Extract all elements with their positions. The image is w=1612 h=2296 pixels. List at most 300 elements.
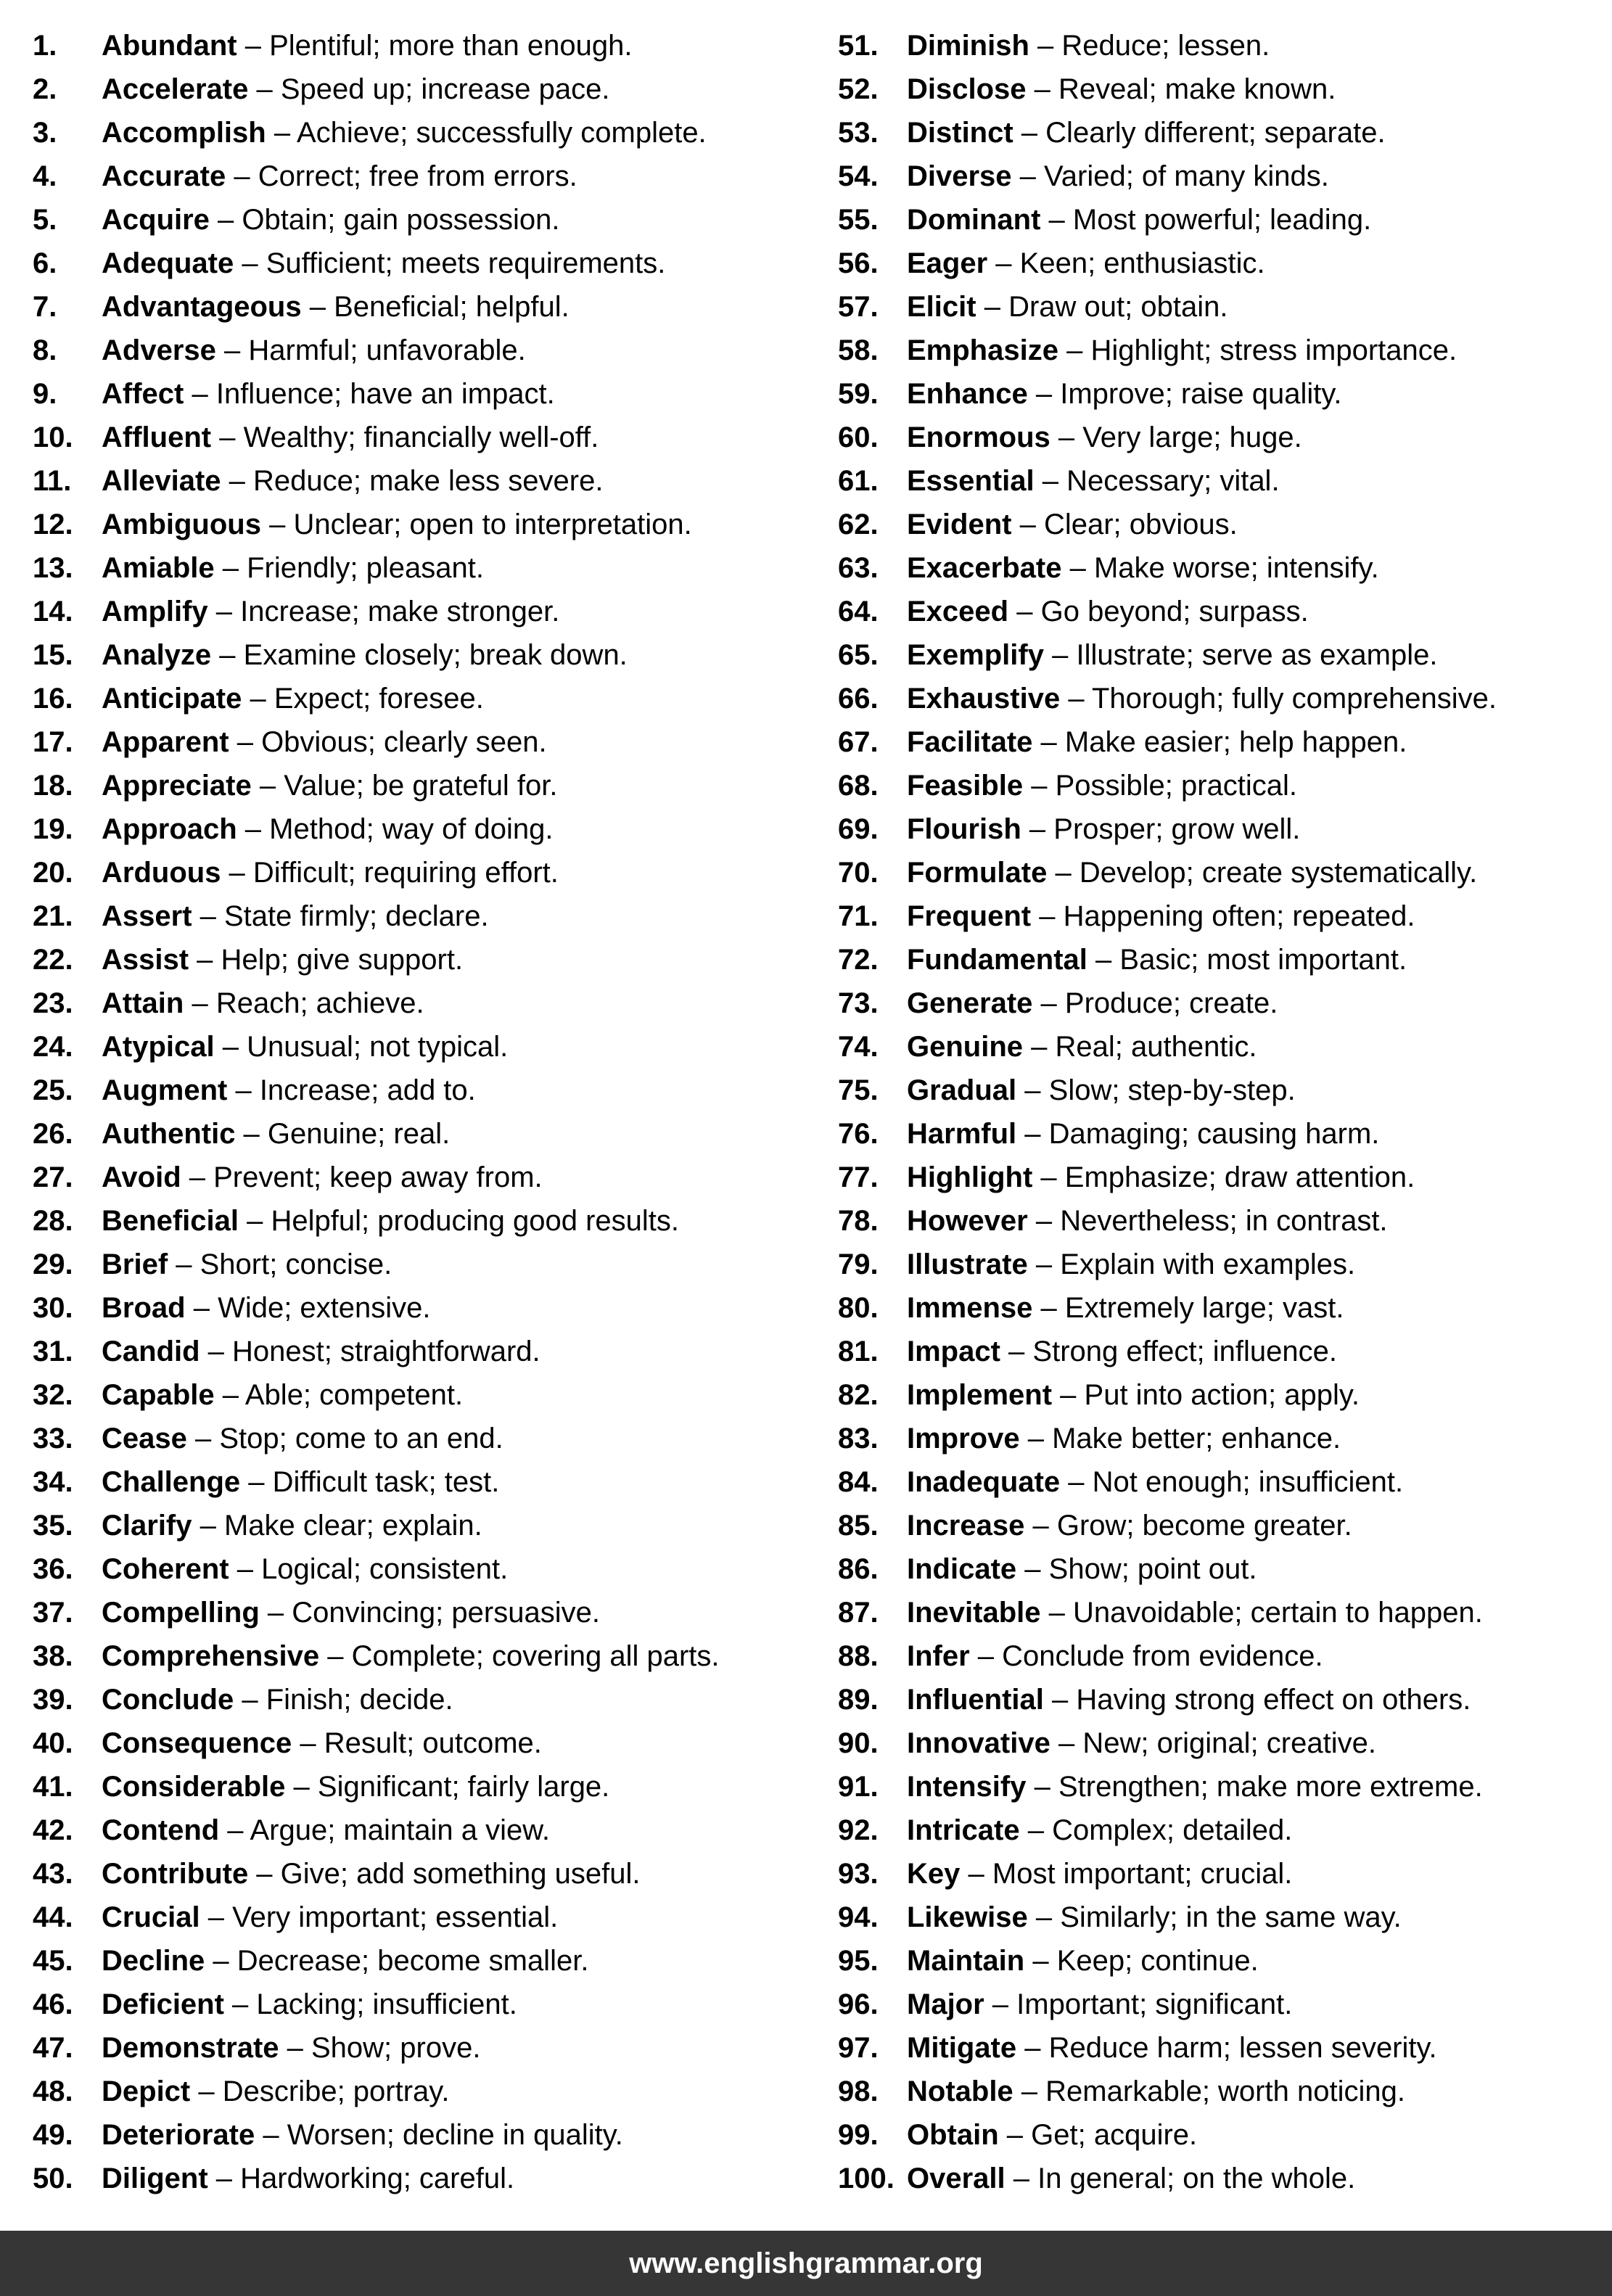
entry-number: 26. <box>33 1118 73 1150</box>
entry-separator: – <box>1013 2075 1046 2107</box>
entry-number: 77. <box>838 1161 879 1193</box>
entry-definition: Having strong effect on others. <box>1076 1684 1471 1716</box>
entry-separator: – <box>259 1597 292 1629</box>
entry-separator: – <box>998 2119 1032 2151</box>
entry-word: Generate <box>907 987 1033 1019</box>
entry-number: 39. <box>33 1684 73 1716</box>
entry-definition: Increase; make stronger. <box>240 596 560 628</box>
entry-definition: Show; point out. <box>1048 1553 1257 1585</box>
vocab-entry <box>838 1504 1612 1547</box>
entry-word: Comprehensive <box>102 1640 320 1672</box>
entry-number: 14. <box>33 596 73 628</box>
vocab-entry <box>838 851 1612 894</box>
entry-separator: – <box>1060 683 1092 715</box>
entry-separator: – <box>185 1292 218 1324</box>
entry-word: Accurate <box>102 160 226 192</box>
entry-definition: Stop; come to an end. <box>219 1423 503 1454</box>
entry-number: 51. <box>838 30 879 62</box>
vocab-entry <box>33 1896 831 1939</box>
entry-word: Distinct <box>907 117 1013 149</box>
vocab-entry <box>33 1721 831 1765</box>
entry-definition: Possible; practical. <box>1055 770 1298 802</box>
entry-number: 90. <box>838 1727 879 1759</box>
entry-number: 75. <box>838 1074 879 1106</box>
vocab-entry <box>33 1243 831 1286</box>
entry-separator: – <box>214 552 247 584</box>
entry-separator: – <box>1047 857 1080 889</box>
entry-definition: Unusual; not typical. <box>247 1031 509 1063</box>
vocab-entry <box>838 1286 1612 1330</box>
entry-separator: – <box>207 596 241 628</box>
vocab-entry <box>838 503 1612 546</box>
entry-number: 22. <box>33 944 73 976</box>
entry-definition: Go beyond; surpass. <box>1040 596 1309 628</box>
entry-definition: Nevertheless; in contrast. <box>1060 1205 1388 1237</box>
entry-number: 81. <box>838 1336 879 1367</box>
entry-word: Decline <box>102 1945 205 1977</box>
entry-number: 84. <box>838 1466 879 1498</box>
entry-definition: Varied; of many kinds. <box>1044 160 1329 192</box>
vocab-entry <box>838 1852 1612 1896</box>
entry-separator: – <box>1060 1466 1093 1498</box>
entry-word: Amiable <box>102 552 215 584</box>
entry-number: 33. <box>33 1423 73 1454</box>
entry-separator: – <box>1050 421 1083 453</box>
entry-word: Eager <box>907 247 988 279</box>
entry-definition: Worsen; decline in quality. <box>287 2119 623 2151</box>
entry-separator: – <box>234 247 266 279</box>
entry-word: Key <box>907 1858 961 1890</box>
entry-number: 46. <box>33 1988 73 2020</box>
entry-number: 76. <box>838 1118 879 1150</box>
entry-word: Challenge <box>102 1466 241 1498</box>
entry-definition: Similarly; in the same way. <box>1060 1901 1402 1933</box>
entry-word: Dominant <box>907 204 1041 236</box>
vocab-entry <box>838 111 1612 155</box>
entry-word: Indicate <box>907 1553 1017 1585</box>
entry-word: Infer <box>907 1640 970 1672</box>
vocab-entry <box>838 1939 1612 1983</box>
entry-word: Depict <box>102 2075 191 2107</box>
entry-separator: – <box>211 421 244 453</box>
entry-word: Emphasize <box>907 334 1058 366</box>
entry-separator: – <box>319 1640 352 1672</box>
entry-word: Consequence <box>102 1727 292 1759</box>
entry-number: 9. <box>33 378 57 410</box>
entry-number: 55. <box>838 204 879 236</box>
entry-word: Fundamental <box>907 944 1087 976</box>
entry-definition: Clearly different; separate. <box>1045 117 1386 149</box>
entry-number: 13. <box>33 552 73 584</box>
entry-definition: Complete; covering all parts. <box>351 1640 720 1672</box>
entry-separator: – <box>1011 509 1044 540</box>
entry-number: 6. <box>33 247 57 279</box>
entry-word: Accomplish <box>102 117 266 149</box>
entry-word: Increase <box>907 1510 1025 1542</box>
entry-definition: Difficult task; test. <box>272 1466 500 1498</box>
entry-number: 88. <box>838 1640 879 1672</box>
entry-separator: – <box>192 900 224 932</box>
vocab-entry <box>838 285 1612 329</box>
entry-word: Diligent <box>102 2163 208 2194</box>
entry-word: Affect <box>102 378 184 410</box>
entry-number: 61. <box>838 465 879 497</box>
vocab-entry <box>33 938 831 982</box>
vocab-entry <box>33 198 831 242</box>
vocab-entry <box>33 1460 831 1504</box>
entry-number: 68. <box>838 770 879 802</box>
vocab-entry <box>838 329 1612 372</box>
vocab-entry <box>838 198 1612 242</box>
entry-number: 71. <box>838 900 879 932</box>
vocab-entry <box>838 764 1612 807</box>
entry-word: Harmful <box>907 1118 1017 1150</box>
entry-definition: Genuine; real. <box>267 1118 451 1150</box>
vocab-entry <box>838 2113 1612 2157</box>
entry-number: 95. <box>838 1945 879 1977</box>
entry-number: 85. <box>838 1510 879 1542</box>
entry-definition: Highlight; stress importance. <box>1090 334 1457 366</box>
entry-definition: Plentiful; more than enough. <box>269 30 633 62</box>
entry-separator: – <box>1061 552 1094 584</box>
entry-separator: – <box>1032 726 1065 758</box>
entry-word: Major <box>907 1988 984 2020</box>
entry-separator: – <box>219 1814 250 1846</box>
entry-number: 32. <box>33 1379 73 1411</box>
entry-number: 7. <box>33 291 57 323</box>
vocab-entry <box>33 2157 831 2200</box>
entry-number: 2. <box>33 73 57 105</box>
vocab-entry <box>838 1156 1612 1199</box>
entry-number: 11. <box>33 465 72 497</box>
vocab-entry <box>838 1330 1612 1373</box>
vocab-entry <box>33 1852 831 1896</box>
entry-word: Brief <box>102 1248 168 1280</box>
entry-separator: – <box>1019 1423 1053 1454</box>
vocab-entry <box>838 1025 1612 1069</box>
entry-definition: Real; authentic. <box>1055 1031 1257 1063</box>
entry-word: Exhaustive <box>907 683 1061 715</box>
entry-separator: – <box>1043 639 1077 671</box>
entry-definition: Slow; step-by-step. <box>1048 1074 1296 1106</box>
entry-word: Frequent <box>907 900 1032 932</box>
entry-definition: Friendly; pleasant. <box>247 552 484 584</box>
entry-definition: Make easier; help happen. <box>1064 726 1407 758</box>
entry-definition: Remarkable; worth noticing. <box>1045 2075 1405 2107</box>
entry-word: Assert <box>102 900 192 932</box>
vocab-entry <box>33 1417 831 1460</box>
vocab-entry <box>838 1678 1612 1721</box>
entry-separator: – <box>242 683 274 715</box>
vocab-entry <box>33 111 831 155</box>
entry-separator: – <box>214 1379 245 1411</box>
entry-number: 12. <box>33 509 73 540</box>
entry-word: Overall <box>907 2163 1006 2194</box>
entry-definition: Honest; straightforward. <box>232 1336 540 1367</box>
entry-word: Intensify <box>907 1771 1027 1803</box>
footer-band <box>0 2231 1612 2296</box>
entry-separator: – <box>184 987 216 1019</box>
vocab-entry <box>838 1373 1612 1417</box>
entry-separator: – <box>1021 813 1054 845</box>
vocab-entry <box>33 1983 831 2026</box>
entry-word: Avoid <box>102 1161 181 1193</box>
vocab-entry <box>838 590 1612 633</box>
entry-number: 62. <box>838 509 879 540</box>
entry-number: 74. <box>838 1031 879 1063</box>
entry-word: Implement <box>907 1379 1053 1411</box>
vocab-entry <box>838 416 1612 459</box>
entry-definition: Short; concise. <box>200 1248 392 1280</box>
entry-definition: Expect; foresee. <box>274 683 484 715</box>
vocab-entry <box>33 851 831 894</box>
entry-word: Evident <box>907 509 1012 540</box>
entry-definition: Make worse; intensify. <box>1093 552 1379 584</box>
entry-definition: Help; give support. <box>221 944 464 976</box>
entry-separator: – <box>1032 1292 1065 1324</box>
entry-separator: – <box>215 334 249 366</box>
entry-word: Demonstrate <box>102 2032 279 2064</box>
vocab-entry <box>838 1721 1612 1765</box>
entry-word: Contend <box>102 1814 220 1846</box>
vocab-entry <box>838 1765 1612 1809</box>
entry-definition: Argue; maintain a view. <box>250 1814 551 1846</box>
entry-separator: – <box>1013 117 1046 149</box>
vocab-entry <box>838 2070 1612 2113</box>
entry-definition: Important; significant. <box>1016 1988 1293 2020</box>
entry-definition: Hardworking; careful. <box>240 2163 515 2194</box>
entry-separator: – <box>1016 1118 1049 1150</box>
entry-word: Mitigate <box>907 2032 1017 2064</box>
entry-definition: Most powerful; leading. <box>1072 204 1372 236</box>
vocab-entry <box>838 1896 1612 1939</box>
entry-separator: – <box>209 204 242 236</box>
entry-number: 42. <box>33 1814 73 1846</box>
entry-number: 30. <box>33 1292 73 1324</box>
entry-definition: Prosper; grow well. <box>1053 813 1301 845</box>
entry-separator: – <box>266 117 297 149</box>
entry-number: 89. <box>838 1684 879 1716</box>
entry-separator: – <box>1024 1510 1057 1542</box>
entry-number: 47. <box>33 2032 73 2064</box>
entry-definition: Damaging; causing harm. <box>1048 1118 1380 1150</box>
entry-number: 1. <box>33 30 57 62</box>
entry-word: Clarify <box>102 1510 192 1542</box>
entry-separator: – <box>255 2119 287 2151</box>
entry-definition: Explain with examples. <box>1060 1248 1356 1280</box>
vocab-entry <box>838 372 1612 416</box>
entry-separator: – <box>1052 1379 1085 1411</box>
entry-definition: Draw out; obtain. <box>1008 291 1228 323</box>
entry-definition: Method; way of doing. <box>269 813 554 845</box>
entry-number: 17. <box>33 726 73 758</box>
entry-definition: Extremely large; vast. <box>1064 1292 1344 1324</box>
entry-number: 31. <box>33 1336 73 1367</box>
vocab-entry <box>33 372 831 416</box>
entry-definition: Wide; extensive. <box>218 1292 431 1324</box>
vocab-entry <box>838 633 1612 677</box>
entry-word: Compelling <box>102 1597 260 1629</box>
entry-number: 54. <box>838 160 879 192</box>
entry-definition: Difficult; requiring effort. <box>252 857 559 889</box>
entry-word: Atypical <box>102 1031 215 1063</box>
vocab-entry <box>33 1025 831 1069</box>
entry-word: Formulate <box>907 857 1048 889</box>
entry-definition: Happening often; repeated. <box>1063 900 1415 932</box>
entry-number: 91. <box>838 1771 879 1803</box>
entry-definition: Keen; enthusiastic. <box>1019 247 1265 279</box>
entry-number: 20. <box>33 857 73 889</box>
entry-definition: Make clear; explain. <box>223 1510 482 1542</box>
entry-word: Facilitate <box>907 726 1033 758</box>
vocab-entry <box>33 242 831 285</box>
vocab-entry <box>33 1547 831 1591</box>
entry-word: Diminish <box>907 30 1029 62</box>
entry-number: 59. <box>838 378 879 410</box>
entry-separator: – <box>1040 1597 1073 1629</box>
entry-number: 50. <box>33 2163 73 2194</box>
entry-word: Capable <box>102 1379 215 1411</box>
entry-definition: Examine closely; break down. <box>243 639 628 671</box>
entry-number: 38. <box>33 1640 73 1672</box>
entry-word: Inadequate <box>907 1466 1061 1498</box>
entry-separator: – <box>190 2075 223 2107</box>
entry-number: 70. <box>838 857 879 889</box>
entry-separator: – <box>1023 1031 1056 1063</box>
vocab-entry <box>838 720 1612 764</box>
entry-separator: – <box>1026 1771 1058 1803</box>
entry-separator: – <box>1031 900 1064 932</box>
entry-definition: Very large; huge. <box>1082 421 1302 453</box>
entry-word: Attain <box>102 987 184 1019</box>
entry-number: 67. <box>838 726 879 758</box>
entry-number: 93. <box>838 1858 879 1890</box>
entry-separator: – <box>1058 334 1091 366</box>
vocab-entry <box>838 807 1612 851</box>
entry-number: 21. <box>33 900 73 932</box>
entry-word: Approach <box>102 813 237 845</box>
vocab-entry <box>838 1243 1612 1286</box>
vocab-entry <box>33 416 831 459</box>
entry-word: Obtain <box>907 2119 999 2151</box>
entry-definition: Increase; add to. <box>259 1074 476 1106</box>
entry-separator: – <box>1050 1727 1083 1759</box>
entry-separator: – <box>1005 2163 1038 2194</box>
entry-word: Adverse <box>102 334 216 366</box>
entry-number: 78. <box>838 1205 879 1237</box>
entry-word: Diverse <box>907 160 1012 192</box>
entry-separator: – <box>211 639 244 671</box>
vocab-entry <box>838 24 1612 67</box>
entry-number: 49. <box>33 2119 73 2151</box>
entry-definition: Obtain; gain possession. <box>242 204 560 236</box>
entry-definition: Most important; crucial. <box>992 1858 1293 1890</box>
entry-word: Broad <box>102 1292 186 1324</box>
entry-word: Illustrate <box>907 1248 1028 1280</box>
entry-number: 97. <box>838 2032 879 2064</box>
vocab-entry <box>838 1417 1612 1460</box>
entry-separator: – <box>248 1858 281 1890</box>
entry-word: Deficient <box>102 1988 224 2020</box>
entry-separator: – <box>1027 1901 1061 1933</box>
entry-definition: Reveal; make known. <box>1058 73 1336 105</box>
entry-definition: Not enough; insufficient. <box>1092 1466 1404 1498</box>
entry-definition: In general; on the whole. <box>1037 2163 1356 2194</box>
entry-word: Likewise <box>907 1901 1028 1933</box>
vocab-entry <box>33 677 831 720</box>
entry-definition: Necessary; vital. <box>1066 465 1280 497</box>
entry-word: Adequate <box>102 247 234 279</box>
vocab-entry <box>838 938 1612 982</box>
entry-number: 98. <box>838 2075 879 2107</box>
entry-word: Impact <box>907 1336 1000 1367</box>
vocab-entry <box>838 894 1612 938</box>
entry-number: 43. <box>33 1858 73 1890</box>
entry-number: 5. <box>33 204 57 236</box>
entry-number: 69. <box>838 813 879 845</box>
entry-definition: Clear; obvious. <box>1043 509 1238 540</box>
entry-number: 35. <box>33 1510 73 1542</box>
entry-number: 99. <box>838 2119 879 2151</box>
entry-definition: Value; be grateful for. <box>284 770 558 802</box>
entry-definition: Convincing; persuasive. <box>292 1597 600 1629</box>
entry-separator: – <box>984 1988 1017 2020</box>
entry-word: Influential <box>907 1684 1044 1716</box>
entry-definition: Result; outcome. <box>324 1727 542 1759</box>
entry-separator: – <box>1034 465 1067 497</box>
entry-definition: Speed up; increase pace. <box>280 73 610 105</box>
vocab-entry <box>33 2113 831 2157</box>
entry-number: 82. <box>838 1379 879 1411</box>
vocab-entry <box>33 1809 831 1852</box>
entry-separator: – <box>301 291 334 323</box>
entry-separator: – <box>1040 204 1073 236</box>
entry-separator: – <box>223 1988 257 2020</box>
entry-separator: – <box>251 770 284 802</box>
entry-word: Inevitable <box>907 1597 1041 1629</box>
entry-number: 52. <box>838 73 879 105</box>
entry-word: Conclude <box>102 1684 234 1716</box>
vocab-entry <box>33 1765 831 1809</box>
entry-definition: Put into action; apply. <box>1084 1379 1360 1411</box>
entry-separator: – <box>1026 73 1059 105</box>
vocab-entry <box>33 764 831 807</box>
entry-separator: – <box>221 857 253 889</box>
entry-definition: Able; competent. <box>244 1379 464 1411</box>
entry-word: Authentic <box>102 1118 236 1150</box>
entry-definition: Complex; detailed. <box>1052 1814 1293 1846</box>
entry-word: Highlight <box>907 1161 1033 1193</box>
entry-separator: – <box>248 73 281 105</box>
entry-number: 53. <box>838 117 879 149</box>
entry-word: Arduous <box>102 857 221 889</box>
entry-word: Candid <box>102 1336 200 1367</box>
entry-separator: – <box>1027 1248 1061 1280</box>
entry-definition: Correct; free from errors. <box>258 160 577 192</box>
entry-definition: Strengthen; make more extreme. <box>1058 1771 1483 1803</box>
entry-definition: Thorough; fully comprehensive. <box>1091 683 1497 715</box>
entry-separator: – <box>1032 1161 1065 1193</box>
entry-definition: Helpful; producing good results. <box>271 1205 680 1237</box>
entry-number: 44. <box>33 1901 73 1933</box>
entry-number: 64. <box>838 596 879 628</box>
entry-definition: Reach; achieve. <box>215 987 424 1019</box>
entry-number: 100. <box>838 2163 895 2194</box>
entry-word: Maintain <box>907 1945 1025 1977</box>
entry-definition: Unclear; open to interpretation. <box>293 509 692 540</box>
vocab-entry <box>838 459 1612 503</box>
entry-definition: Show; prove. <box>311 2032 481 2064</box>
